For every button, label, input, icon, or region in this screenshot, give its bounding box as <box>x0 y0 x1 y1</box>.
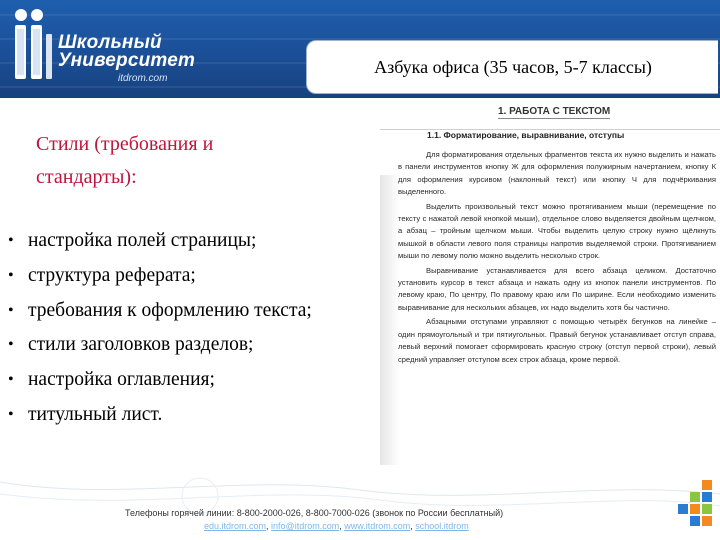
document-chapter-title: 1. РАБОТА С ТЕКСТОМ <box>498 106 611 117</box>
list-item <box>8 401 383 436</box>
list-item <box>8 227 383 262</box>
bullet-icon: • <box>8 371 14 389</box>
list-item-text: требования к оформлению текста; <box>28 299 312 321</box>
colored-squares-decoration-icon <box>676 480 716 536</box>
hotline-phones: Телефоны горячей линии: 8-800-2000-026, 8-800-7000-026 (звонок по России бесплатный) <box>125 508 504 518</box>
list-item <box>8 331 383 366</box>
logo-wordmark <box>58 34 195 70</box>
course-title: Азбука офиса (35 часов, 5-7 классы) <box>374 57 652 77</box>
list-item <box>8 297 383 332</box>
list-item-text: структура реферата; <box>28 264 196 286</box>
course-title-box <box>306 40 718 94</box>
list-item-text: титульный лист. <box>28 403 163 425</box>
footer <box>0 472 720 540</box>
list-item-text: настройка оглавления; <box>28 369 215 391</box>
document-body <box>398 149 716 368</box>
list-item-text: стили заголовков разделов; <box>28 334 254 356</box>
logo-line-2: Университет <box>58 50 196 71</box>
bullet-icon: • <box>8 266 14 284</box>
document-excerpt-image <box>380 99 720 471</box>
section-heading <box>36 128 366 194</box>
document-paragraph: Выделить произвольный текст можно протягиванием мыши (перемещение по тексту с нажатой левой кнопкой мыши), отдельное слово выделяется двойным щелчком, а абзац – тройным щелчком мыши. Чтобы выделить целую строку нужно щёлкнуть мышкой в области левого поля страницы напротив выделяемой строки. Протягиванием мыши по левому полю можно выделить несколько строк. <box>398 201 716 261</box>
document-page-shadow <box>380 175 400 465</box>
bullet-icon: • <box>8 336 14 354</box>
footer-link[interactable]: school.itdrom <box>415 521 469 531</box>
bullet-icon: • <box>8 405 14 423</box>
document-paragraph: Выравнивание устанавливается для всего абзаца целиком. Достаточно установить курсор в текст абзаца и нажать одну из кнопок панели инструментов. По левому краю, По центру, По правому краю или По ширине. Если необходимо изменить выравнивание для нескольких абзацев, их надо выделить хотя бы частично. <box>398 265 716 312</box>
list-item <box>8 366 383 401</box>
section-heading-line-2: стандарты): <box>36 166 137 188</box>
document-paragraph: Абзацными отступами управляют с помощью четырёх бегунков на линейке – один прямоугольный и три пятиугольных. Правый бегунок устанавливает отступ справа, левый верхний помогает сформировать красную строку (отступ первой строки), левый средний управляет отступом всех строк абзаца, кроме первой. <box>398 317 716 364</box>
logo-site: itdrom.com <box>118 73 168 84</box>
footer-link[interactable]: www.itdrom.com <box>344 521 411 531</box>
school-university-logo-icon <box>12 8 54 86</box>
bullet-icon: • <box>8 232 14 249</box>
footer-link[interactable]: info@itdrom.com <box>271 521 340 531</box>
document-section-title: 1.1. Форматирование, выравнивание, отступы <box>427 130 625 140</box>
header-banner <box>0 0 720 98</box>
bullet-icon: • <box>8 301 14 319</box>
footer-link[interactable]: edu.itdrom.com <box>204 521 267 531</box>
logo-line-1: Школьный <box>58 32 162 53</box>
section-heading-line-1: Стили (требования и <box>36 133 214 155</box>
list-item <box>8 262 383 297</box>
footer-links: edu.itdrom.com, info@itdrom.com, www.itdrom.com, school.itdrom <box>204 521 469 531</box>
requirements-list <box>8 227 383 436</box>
list-item-text: настройка полей страницы; <box>28 230 257 251</box>
document-paragraph: Для форматирования отдельных фрагментов текста их нужно выделить и нажать в панели инструментов кнопку Ж для оформления полужирным начертанием, кнопку К для оформления курсивом (наклонный текст) или кнопку Ч для подчёркивания выделенного. <box>398 150 716 197</box>
